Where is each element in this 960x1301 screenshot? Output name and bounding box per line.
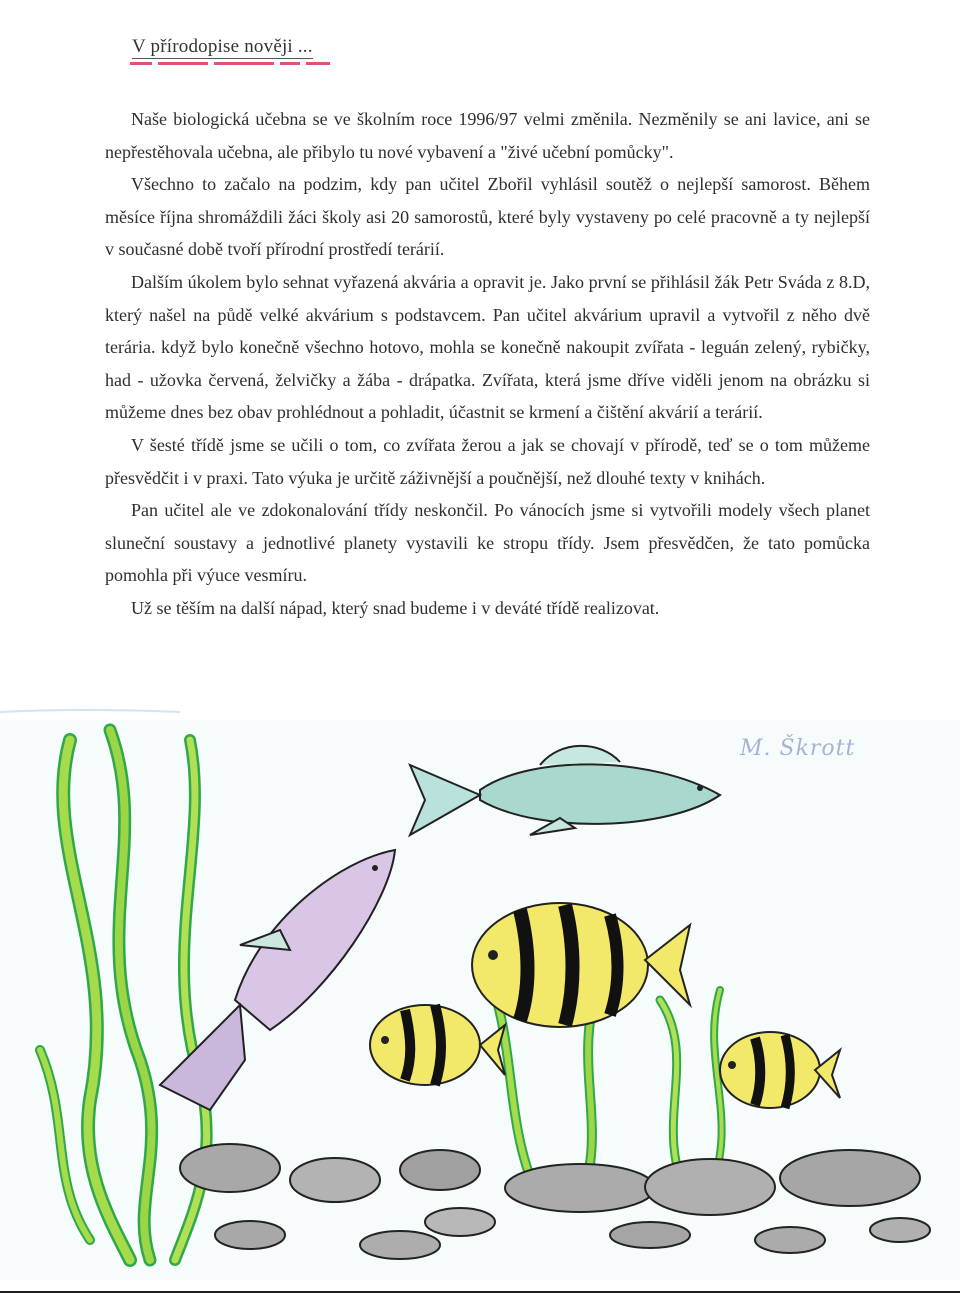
aquarium-drawing — [0, 700, 960, 1301]
paragraph: V šesté třídě jsme se učili o tom, co zvířata žerou a jak se chovají v přírodě, teď se o tom můžeme přesvědčit i v praxi. Tato výuka je určitě záživnější a poučnější, než dlouhé texty v knihách. — [105, 434, 870, 488]
paragraph: Všechno to začalo na podzim, kdy pan učitel Zbořil vyhlásil soutěž o nejlepší samorost. Během měsíce října shromáždili žáci školy asi 20 samorostů, které byly vystaveny po celé pracovně a ty nejlepší v současné době tvoří přírodní prostředí terárií. — [105, 174, 870, 260]
bottom-border — [0, 1291, 960, 1293]
paragraph: Dalším úkolem bylo sehnat vyřazená akvária a opravit je. Jako první se přihlásil žák Petr Sváda z 8.D, který našel na půdě velké akvárium s podstavcem. Pan učitel akvárium upravil a vytvořil z něho dvě terária. když bylo konečně všechno hotovo, mohla se konečně nakoupit zvířata - leguán zelený, rybičky, had - užovka červená, želvičky a žába - drápatka. Zvířata, která jsme dříve viděli jenom na obrázku si můžeme dnes bez obav prohlédnout a pohladit, účastnit se krmení a čištění akvárií a terárií. — [105, 271, 870, 423]
article-body — [105, 103, 870, 625]
paragraph: Naše biologická učebna se ve školním roce 1996/97 velmi změnila. Nezměnily se ani lavice, ani se nepřestěhovala učebna, ale přibylo tu nové vybavení a "živé učební pomůcky". — [105, 109, 870, 162]
heading-red-underline — [130, 62, 330, 66]
paragraph: Pan učitel ale ve zdokonalování třídy neskončil. Po vánocích jsme si vytvořili modely všech planet sluneční soustavy a jednotlivé planety vystavili ke stropu třídy. Jsem přesvědčen, že tato pomůcka pomohla při výuce vesmíru. — [105, 500, 870, 586]
paragraph: Už se těším na další nápad, který snad budeme i v deváté třídě realizovat. — [131, 597, 660, 618]
document-heading: V přírodopise nověji ... — [132, 36, 313, 57]
